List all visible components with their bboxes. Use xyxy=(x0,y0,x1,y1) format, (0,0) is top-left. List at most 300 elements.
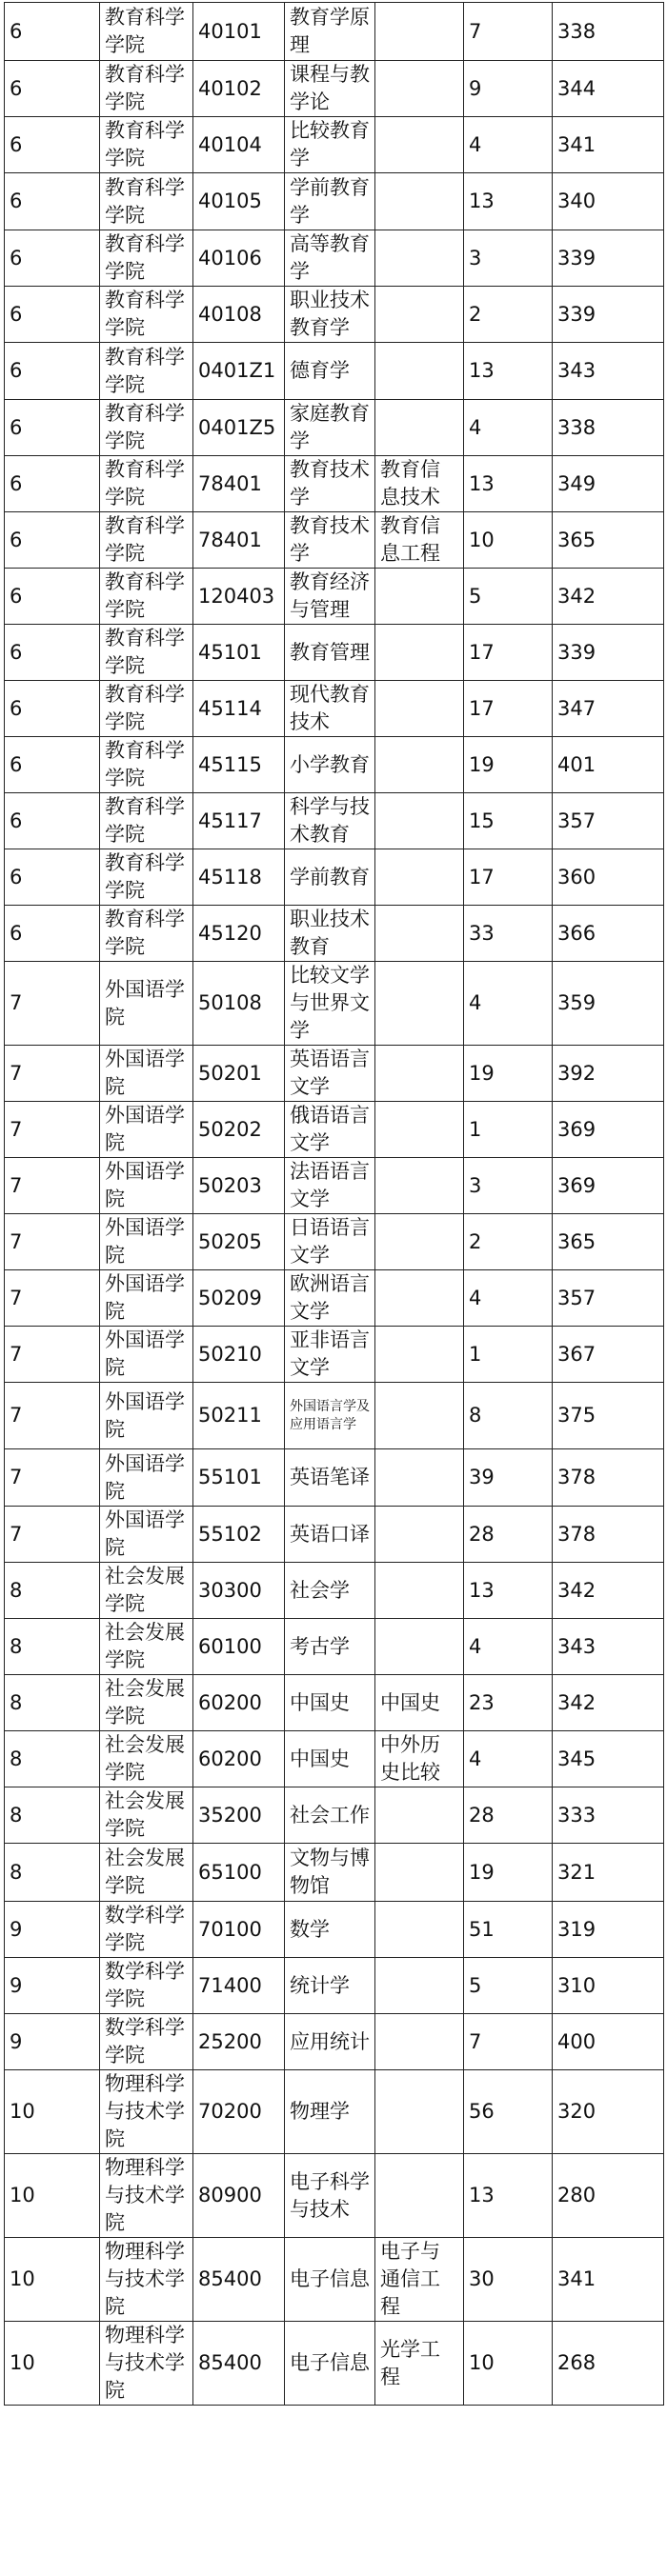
college-number-cell: 6 xyxy=(5,456,100,512)
major-code-cell: 78401 xyxy=(193,512,285,569)
table-row xyxy=(5,1158,664,1214)
research-direction-cell xyxy=(375,3,464,61)
college-name-cell: 教育科学学院 xyxy=(100,117,193,173)
research-direction-cell xyxy=(375,1619,464,1675)
admission-count-cell: 17 xyxy=(464,849,553,906)
college-number-cell: 6 xyxy=(5,625,100,681)
major-code-cell: 40104 xyxy=(193,117,285,173)
college-number-cell: 7 xyxy=(5,1327,100,1383)
college-number-cell: 6 xyxy=(5,793,100,849)
table-row xyxy=(5,1507,664,1563)
minimum-score-cell: 347 xyxy=(553,681,664,737)
table-row xyxy=(5,906,664,962)
table-row xyxy=(5,849,664,906)
minimum-score-cell: 320 xyxy=(553,2070,664,2154)
college-number-cell: 8 xyxy=(5,1731,100,1787)
major-name-cell: 学前教育学 xyxy=(285,173,375,230)
minimum-score-cell: 401 xyxy=(553,737,664,793)
research-direction-cell xyxy=(375,962,464,1046)
admission-count-cell: 30 xyxy=(464,2238,553,2322)
minimum-score-cell: 357 xyxy=(553,793,664,849)
research-direction-cell xyxy=(375,793,464,849)
college-number-cell: 6 xyxy=(5,287,100,343)
research-direction-cell xyxy=(375,1507,464,1563)
college-name-cell: 教育科学学院 xyxy=(100,456,193,512)
college-name-cell: 外国语学院 xyxy=(100,962,193,1046)
table-row xyxy=(5,681,664,737)
college-number-cell: 8 xyxy=(5,1619,100,1675)
college-number-cell: 7 xyxy=(5,1158,100,1214)
college-name-cell: 社会发展学院 xyxy=(100,1619,193,1675)
research-direction-cell xyxy=(375,681,464,737)
major-code-cell: 45120 xyxy=(193,906,285,962)
research-direction-cell xyxy=(375,1327,464,1383)
minimum-score-cell: 357 xyxy=(553,1270,664,1327)
minimum-score-cell: 310 xyxy=(553,1958,664,2014)
college-number-cell: 6 xyxy=(5,230,100,287)
college-number-cell: 10 xyxy=(5,2154,100,2238)
college-name-cell: 教育科学学院 xyxy=(100,287,193,343)
table-row xyxy=(5,456,664,512)
table-row xyxy=(5,737,664,793)
college-name-cell: 社会发展学院 xyxy=(100,1787,193,1844)
minimum-score-cell: 344 xyxy=(553,61,664,117)
major-code-cell: 0401Z5 xyxy=(193,400,285,456)
major-name-cell: 物理学 xyxy=(285,2070,375,2154)
major-name-cell: 外国语言学及应用语言学 xyxy=(285,1383,375,1449)
admission-score-table xyxy=(4,2,664,2406)
major-name-cell: 职业技术教育学 xyxy=(285,287,375,343)
major-name-cell: 英语语言文学 xyxy=(285,1046,375,1102)
admission-count-cell: 2 xyxy=(464,1214,553,1270)
research-direction-cell xyxy=(375,737,464,793)
college-number-cell: 7 xyxy=(5,1102,100,1158)
college-number-cell: 7 xyxy=(5,1270,100,1327)
admission-count-cell: 19 xyxy=(464,1844,553,1902)
table-row xyxy=(5,962,664,1046)
major-code-cell: 0401Z1 xyxy=(193,343,285,400)
college-number-cell: 6 xyxy=(5,512,100,569)
college-number-cell: 7 xyxy=(5,1383,100,1449)
college-number-cell: 10 xyxy=(5,2322,100,2406)
minimum-score-cell: 342 xyxy=(553,569,664,625)
college-name-cell: 教育科学学院 xyxy=(100,569,193,625)
college-number-cell: 7 xyxy=(5,1214,100,1270)
major-code-cell: 40101 xyxy=(193,3,285,61)
research-direction-cell: 教育信息工程 xyxy=(375,512,464,569)
major-name-cell: 应用统计 xyxy=(285,2014,375,2070)
research-direction-cell xyxy=(375,1563,464,1619)
college-name-cell: 教育科学学院 xyxy=(100,793,193,849)
table-row xyxy=(5,3,664,61)
admission-count-cell: 13 xyxy=(464,343,553,400)
college-name-cell: 物理科学与技术学院 xyxy=(100,2070,193,2154)
admission-count-cell: 28 xyxy=(464,1787,553,1844)
major-code-cell: 55102 xyxy=(193,1507,285,1563)
table-row xyxy=(5,1958,664,2014)
table-row xyxy=(5,569,664,625)
college-number-cell: 6 xyxy=(5,737,100,793)
major-name-cell: 中国史 xyxy=(285,1675,375,1731)
college-name-cell: 教育科学学院 xyxy=(100,906,193,962)
table-row xyxy=(5,1383,664,1449)
research-direction-cell xyxy=(375,1102,464,1158)
college-name-cell: 教育科学学院 xyxy=(100,173,193,230)
minimum-score-cell: 342 xyxy=(553,1675,664,1731)
minimum-score-cell: 319 xyxy=(553,1902,664,1958)
college-name-cell: 教育科学学院 xyxy=(100,3,193,61)
college-name-cell: 数学科学学院 xyxy=(100,2014,193,2070)
major-code-cell: 120403 xyxy=(193,569,285,625)
major-code-cell: 45114 xyxy=(193,681,285,737)
college-name-cell: 外国语学院 xyxy=(100,1046,193,1102)
major-name-cell: 统计学 xyxy=(285,1958,375,2014)
college-number-cell: 6 xyxy=(5,61,100,117)
major-name-cell: 英语笔译 xyxy=(285,1449,375,1507)
minimum-score-cell: 343 xyxy=(553,343,664,400)
college-name-cell: 物理科学与技术学院 xyxy=(100,2238,193,2322)
college-number-cell: 7 xyxy=(5,962,100,1046)
admission-count-cell: 5 xyxy=(464,1958,553,2014)
college-name-cell: 教育科学学院 xyxy=(100,343,193,400)
minimum-score-cell: 360 xyxy=(553,849,664,906)
table-row xyxy=(5,2322,664,2406)
major-name-cell: 教育管理 xyxy=(285,625,375,681)
college-name-cell: 教育科学学院 xyxy=(100,512,193,569)
admission-count-cell: 17 xyxy=(464,681,553,737)
admission-count-cell: 4 xyxy=(464,1731,553,1787)
college-number-cell: 9 xyxy=(5,1902,100,1958)
college-number-cell: 6 xyxy=(5,173,100,230)
major-name-cell: 教育技术学 xyxy=(285,456,375,512)
admission-count-cell: 4 xyxy=(464,962,553,1046)
college-name-cell: 外国语学院 xyxy=(100,1449,193,1507)
major-code-cell: 50201 xyxy=(193,1046,285,1102)
table-row xyxy=(5,1844,664,1902)
admission-count-cell: 4 xyxy=(464,1270,553,1327)
college-name-cell: 数学科学学院 xyxy=(100,1902,193,1958)
research-direction-cell: 光学工程 xyxy=(375,2322,464,2406)
table-row xyxy=(5,287,664,343)
admission-count-cell: 1 xyxy=(464,1102,553,1158)
minimum-score-cell: 333 xyxy=(553,1787,664,1844)
admission-count-cell: 7 xyxy=(464,3,553,61)
admission-count-cell: 5 xyxy=(464,569,553,625)
research-direction-cell xyxy=(375,173,464,230)
college-number-cell: 8 xyxy=(5,1844,100,1902)
major-code-cell: 50205 xyxy=(193,1214,285,1270)
research-direction-cell xyxy=(375,61,464,117)
major-name-cell: 欧洲语言文学 xyxy=(285,1270,375,1327)
minimum-score-cell: 392 xyxy=(553,1046,664,1102)
major-name-cell: 法语语言文学 xyxy=(285,1158,375,1214)
research-direction-cell xyxy=(375,1844,464,1902)
admission-count-cell: 4 xyxy=(464,1619,553,1675)
research-direction-cell xyxy=(375,625,464,681)
college-name-cell: 社会发展学院 xyxy=(100,1675,193,1731)
minimum-score-cell: 349 xyxy=(553,456,664,512)
college-number-cell: 6 xyxy=(5,343,100,400)
research-direction-cell xyxy=(375,906,464,962)
admission-count-cell: 19 xyxy=(464,737,553,793)
college-number-cell: 7 xyxy=(5,1507,100,1563)
table-row xyxy=(5,1902,664,1958)
admission-count-cell: 56 xyxy=(464,2070,553,2154)
research-direction-cell xyxy=(375,2014,464,2070)
minimum-score-cell: 338 xyxy=(553,3,664,61)
admission-count-cell: 13 xyxy=(464,173,553,230)
table-row xyxy=(5,2154,664,2238)
minimum-score-cell: 338 xyxy=(553,400,664,456)
admission-count-cell: 2 xyxy=(464,287,553,343)
major-name-cell: 俄语语言文学 xyxy=(285,1102,375,1158)
research-direction-cell xyxy=(375,569,464,625)
table-row xyxy=(5,1327,664,1383)
table-row xyxy=(5,1675,664,1731)
major-name-cell: 家庭教育学 xyxy=(285,400,375,456)
minimum-score-cell: 365 xyxy=(553,512,664,569)
major-code-cell: 85400 xyxy=(193,2322,285,2406)
college-number-cell: 6 xyxy=(5,569,100,625)
admission-count-cell: 8 xyxy=(464,1383,553,1449)
major-code-cell: 80900 xyxy=(193,2154,285,2238)
table-row xyxy=(5,230,664,287)
table-row xyxy=(5,1563,664,1619)
research-direction-cell xyxy=(375,1383,464,1449)
college-name-cell: 教育科学学院 xyxy=(100,737,193,793)
major-code-cell: 40106 xyxy=(193,230,285,287)
table-body xyxy=(5,3,664,2406)
college-name-cell: 外国语学院 xyxy=(100,1102,193,1158)
research-direction-cell xyxy=(375,849,464,906)
major-code-cell: 55101 xyxy=(193,1449,285,1507)
table-row xyxy=(5,2238,664,2322)
major-name-cell: 德育学 xyxy=(285,343,375,400)
college-name-cell: 教育科学学院 xyxy=(100,681,193,737)
research-direction-cell xyxy=(375,2070,464,2154)
major-code-cell: 45101 xyxy=(193,625,285,681)
major-code-cell: 50210 xyxy=(193,1327,285,1383)
table-row xyxy=(5,1787,664,1844)
major-name-cell: 现代教育技术 xyxy=(285,681,375,737)
college-number-cell: 7 xyxy=(5,1449,100,1507)
minimum-score-cell: 378 xyxy=(553,1449,664,1507)
table-row xyxy=(5,2070,664,2154)
college-number-cell: 6 xyxy=(5,906,100,962)
minimum-score-cell: 369 xyxy=(553,1102,664,1158)
admission-count-cell: 7 xyxy=(464,2014,553,2070)
college-number-cell: 6 xyxy=(5,681,100,737)
admission-count-cell: 33 xyxy=(464,906,553,962)
research-direction-cell: 中国史 xyxy=(375,1675,464,1731)
college-name-cell: 外国语学院 xyxy=(100,1327,193,1383)
research-direction-cell xyxy=(375,1214,464,1270)
minimum-score-cell: 341 xyxy=(553,117,664,173)
minimum-score-cell: 375 xyxy=(553,1383,664,1449)
major-code-cell: 78401 xyxy=(193,456,285,512)
major-code-cell: 50203 xyxy=(193,1158,285,1214)
college-number-cell: 10 xyxy=(5,2070,100,2154)
table-row xyxy=(5,1619,664,1675)
major-code-cell: 45115 xyxy=(193,737,285,793)
major-code-cell: 50211 xyxy=(193,1383,285,1449)
admission-count-cell: 51 xyxy=(464,1902,553,1958)
research-direction-cell xyxy=(375,117,464,173)
research-direction-cell xyxy=(375,343,464,400)
major-code-cell: 40108 xyxy=(193,287,285,343)
major-code-cell: 50108 xyxy=(193,962,285,1046)
college-number-cell: 8 xyxy=(5,1675,100,1731)
major-code-cell: 70200 xyxy=(193,2070,285,2154)
admission-count-cell: 9 xyxy=(464,61,553,117)
table-row xyxy=(5,1270,664,1327)
major-name-cell: 日语语言文学 xyxy=(285,1214,375,1270)
major-name-cell: 英语口译 xyxy=(285,1507,375,1563)
major-name-cell: 课程与教学论 xyxy=(285,61,375,117)
college-name-cell: 教育科学学院 xyxy=(100,849,193,906)
major-code-cell: 35200 xyxy=(193,1787,285,1844)
table-row xyxy=(5,625,664,681)
college-name-cell: 数学科学学院 xyxy=(100,1958,193,2014)
major-name-cell: 电子信息 xyxy=(285,2238,375,2322)
college-name-cell: 外国语学院 xyxy=(100,1214,193,1270)
major-code-cell: 65100 xyxy=(193,1844,285,1902)
major-code-cell: 70100 xyxy=(193,1902,285,1958)
research-direction-cell xyxy=(375,2154,464,2238)
college-number-cell: 7 xyxy=(5,1046,100,1102)
major-code-cell: 30300 xyxy=(193,1563,285,1619)
minimum-score-cell: 378 xyxy=(553,1507,664,1563)
major-code-cell: 45118 xyxy=(193,849,285,906)
admission-count-cell: 1 xyxy=(464,1327,553,1383)
admission-count-cell: 39 xyxy=(464,1449,553,1507)
table-row xyxy=(5,1731,664,1787)
college-name-cell: 外国语学院 xyxy=(100,1507,193,1563)
major-name-cell: 社会学 xyxy=(285,1563,375,1619)
minimum-score-cell: 366 xyxy=(553,906,664,962)
major-code-cell: 60100 xyxy=(193,1619,285,1675)
research-direction-cell xyxy=(375,1787,464,1844)
college-name-cell: 教育科学学院 xyxy=(100,61,193,117)
admission-count-cell: 4 xyxy=(464,117,553,173)
research-direction-cell xyxy=(375,400,464,456)
major-name-cell: 教育经济与管理 xyxy=(285,569,375,625)
major-name-cell: 教育技术学 xyxy=(285,512,375,569)
table-row xyxy=(5,1102,664,1158)
college-number-cell: 6 xyxy=(5,400,100,456)
major-code-cell: 40102 xyxy=(193,61,285,117)
major-code-cell: 40105 xyxy=(193,173,285,230)
table-row xyxy=(5,343,664,400)
college-name-cell: 教育科学学院 xyxy=(100,625,193,681)
table-row xyxy=(5,512,664,569)
major-name-cell: 电子科学与技术 xyxy=(285,2154,375,2238)
major-code-cell: 71400 xyxy=(193,1958,285,2014)
major-name-cell: 职业技术教育 xyxy=(285,906,375,962)
college-number-cell: 8 xyxy=(5,1563,100,1619)
table-row xyxy=(5,793,664,849)
minimum-score-cell: 321 xyxy=(553,1844,664,1902)
minimum-score-cell: 342 xyxy=(553,1563,664,1619)
college-number-cell: 9 xyxy=(5,2014,100,2070)
admission-count-cell: 3 xyxy=(464,230,553,287)
admission-count-cell: 13 xyxy=(464,1563,553,1619)
table-row xyxy=(5,173,664,230)
admission-count-cell: 17 xyxy=(464,625,553,681)
table-row xyxy=(5,400,664,456)
minimum-score-cell: 339 xyxy=(553,287,664,343)
minimum-score-cell: 359 xyxy=(553,962,664,1046)
college-name-cell: 物理科学与技术学院 xyxy=(100,2322,193,2406)
minimum-score-cell: 367 xyxy=(553,1327,664,1383)
research-direction-cell xyxy=(375,1046,464,1102)
college-name-cell: 外国语学院 xyxy=(100,1270,193,1327)
minimum-score-cell: 341 xyxy=(553,2238,664,2322)
admission-count-cell: 10 xyxy=(464,2322,553,2406)
admission-count-cell: 19 xyxy=(464,1046,553,1102)
major-code-cell: 85400 xyxy=(193,2238,285,2322)
minimum-score-cell: 400 xyxy=(553,2014,664,2070)
major-code-cell: 50202 xyxy=(193,1102,285,1158)
major-name-cell: 电子信息 xyxy=(285,2322,375,2406)
research-direction-cell xyxy=(375,1902,464,1958)
major-name-cell: 学前教育 xyxy=(285,849,375,906)
major-code-cell: 45117 xyxy=(193,793,285,849)
college-number-cell: 10 xyxy=(5,2238,100,2322)
admission-count-cell: 15 xyxy=(464,793,553,849)
research-direction-cell xyxy=(375,230,464,287)
college-name-cell: 社会发展学院 xyxy=(100,1844,193,1902)
admission-count-cell: 28 xyxy=(464,1507,553,1563)
admission-count-cell: 10 xyxy=(464,512,553,569)
admission-count-cell: 13 xyxy=(464,2154,553,2238)
minimum-score-cell: 343 xyxy=(553,1619,664,1675)
major-name-cell: 数学 xyxy=(285,1902,375,1958)
research-direction-cell xyxy=(375,1449,464,1507)
minimum-score-cell: 280 xyxy=(553,2154,664,2238)
major-name-cell: 比较教育学 xyxy=(285,117,375,173)
college-name-cell: 物理科学与技术学院 xyxy=(100,2154,193,2238)
major-name-cell: 社会工作 xyxy=(285,1787,375,1844)
minimum-score-cell: 369 xyxy=(553,1158,664,1214)
college-number-cell: 6 xyxy=(5,849,100,906)
college-name-cell: 教育科学学院 xyxy=(100,230,193,287)
college-name-cell: 教育科学学院 xyxy=(100,400,193,456)
table-row xyxy=(5,1214,664,1270)
research-direction-cell xyxy=(375,1158,464,1214)
table-row xyxy=(5,1449,664,1507)
college-name-cell: 社会发展学院 xyxy=(100,1563,193,1619)
research-direction-cell: 中外历史比较 xyxy=(375,1731,464,1787)
major-name-cell: 科学与技术教育 xyxy=(285,793,375,849)
minimum-score-cell: 339 xyxy=(553,625,664,681)
college-number-cell: 8 xyxy=(5,1787,100,1844)
table-row xyxy=(5,117,664,173)
table-row xyxy=(5,1046,664,1102)
minimum-score-cell: 365 xyxy=(553,1214,664,1270)
minimum-score-cell: 345 xyxy=(553,1731,664,1787)
research-direction-cell xyxy=(375,1270,464,1327)
research-direction-cell: 教育信息技术 xyxy=(375,456,464,512)
college-number-cell: 6 xyxy=(5,3,100,61)
research-direction-cell xyxy=(375,287,464,343)
admission-count-cell: 23 xyxy=(464,1675,553,1731)
college-number-cell: 9 xyxy=(5,1958,100,2014)
admission-count-cell: 4 xyxy=(464,400,553,456)
college-number-cell: 6 xyxy=(5,117,100,173)
college-name-cell: 外国语学院 xyxy=(100,1383,193,1449)
major-code-cell: 25200 xyxy=(193,2014,285,2070)
